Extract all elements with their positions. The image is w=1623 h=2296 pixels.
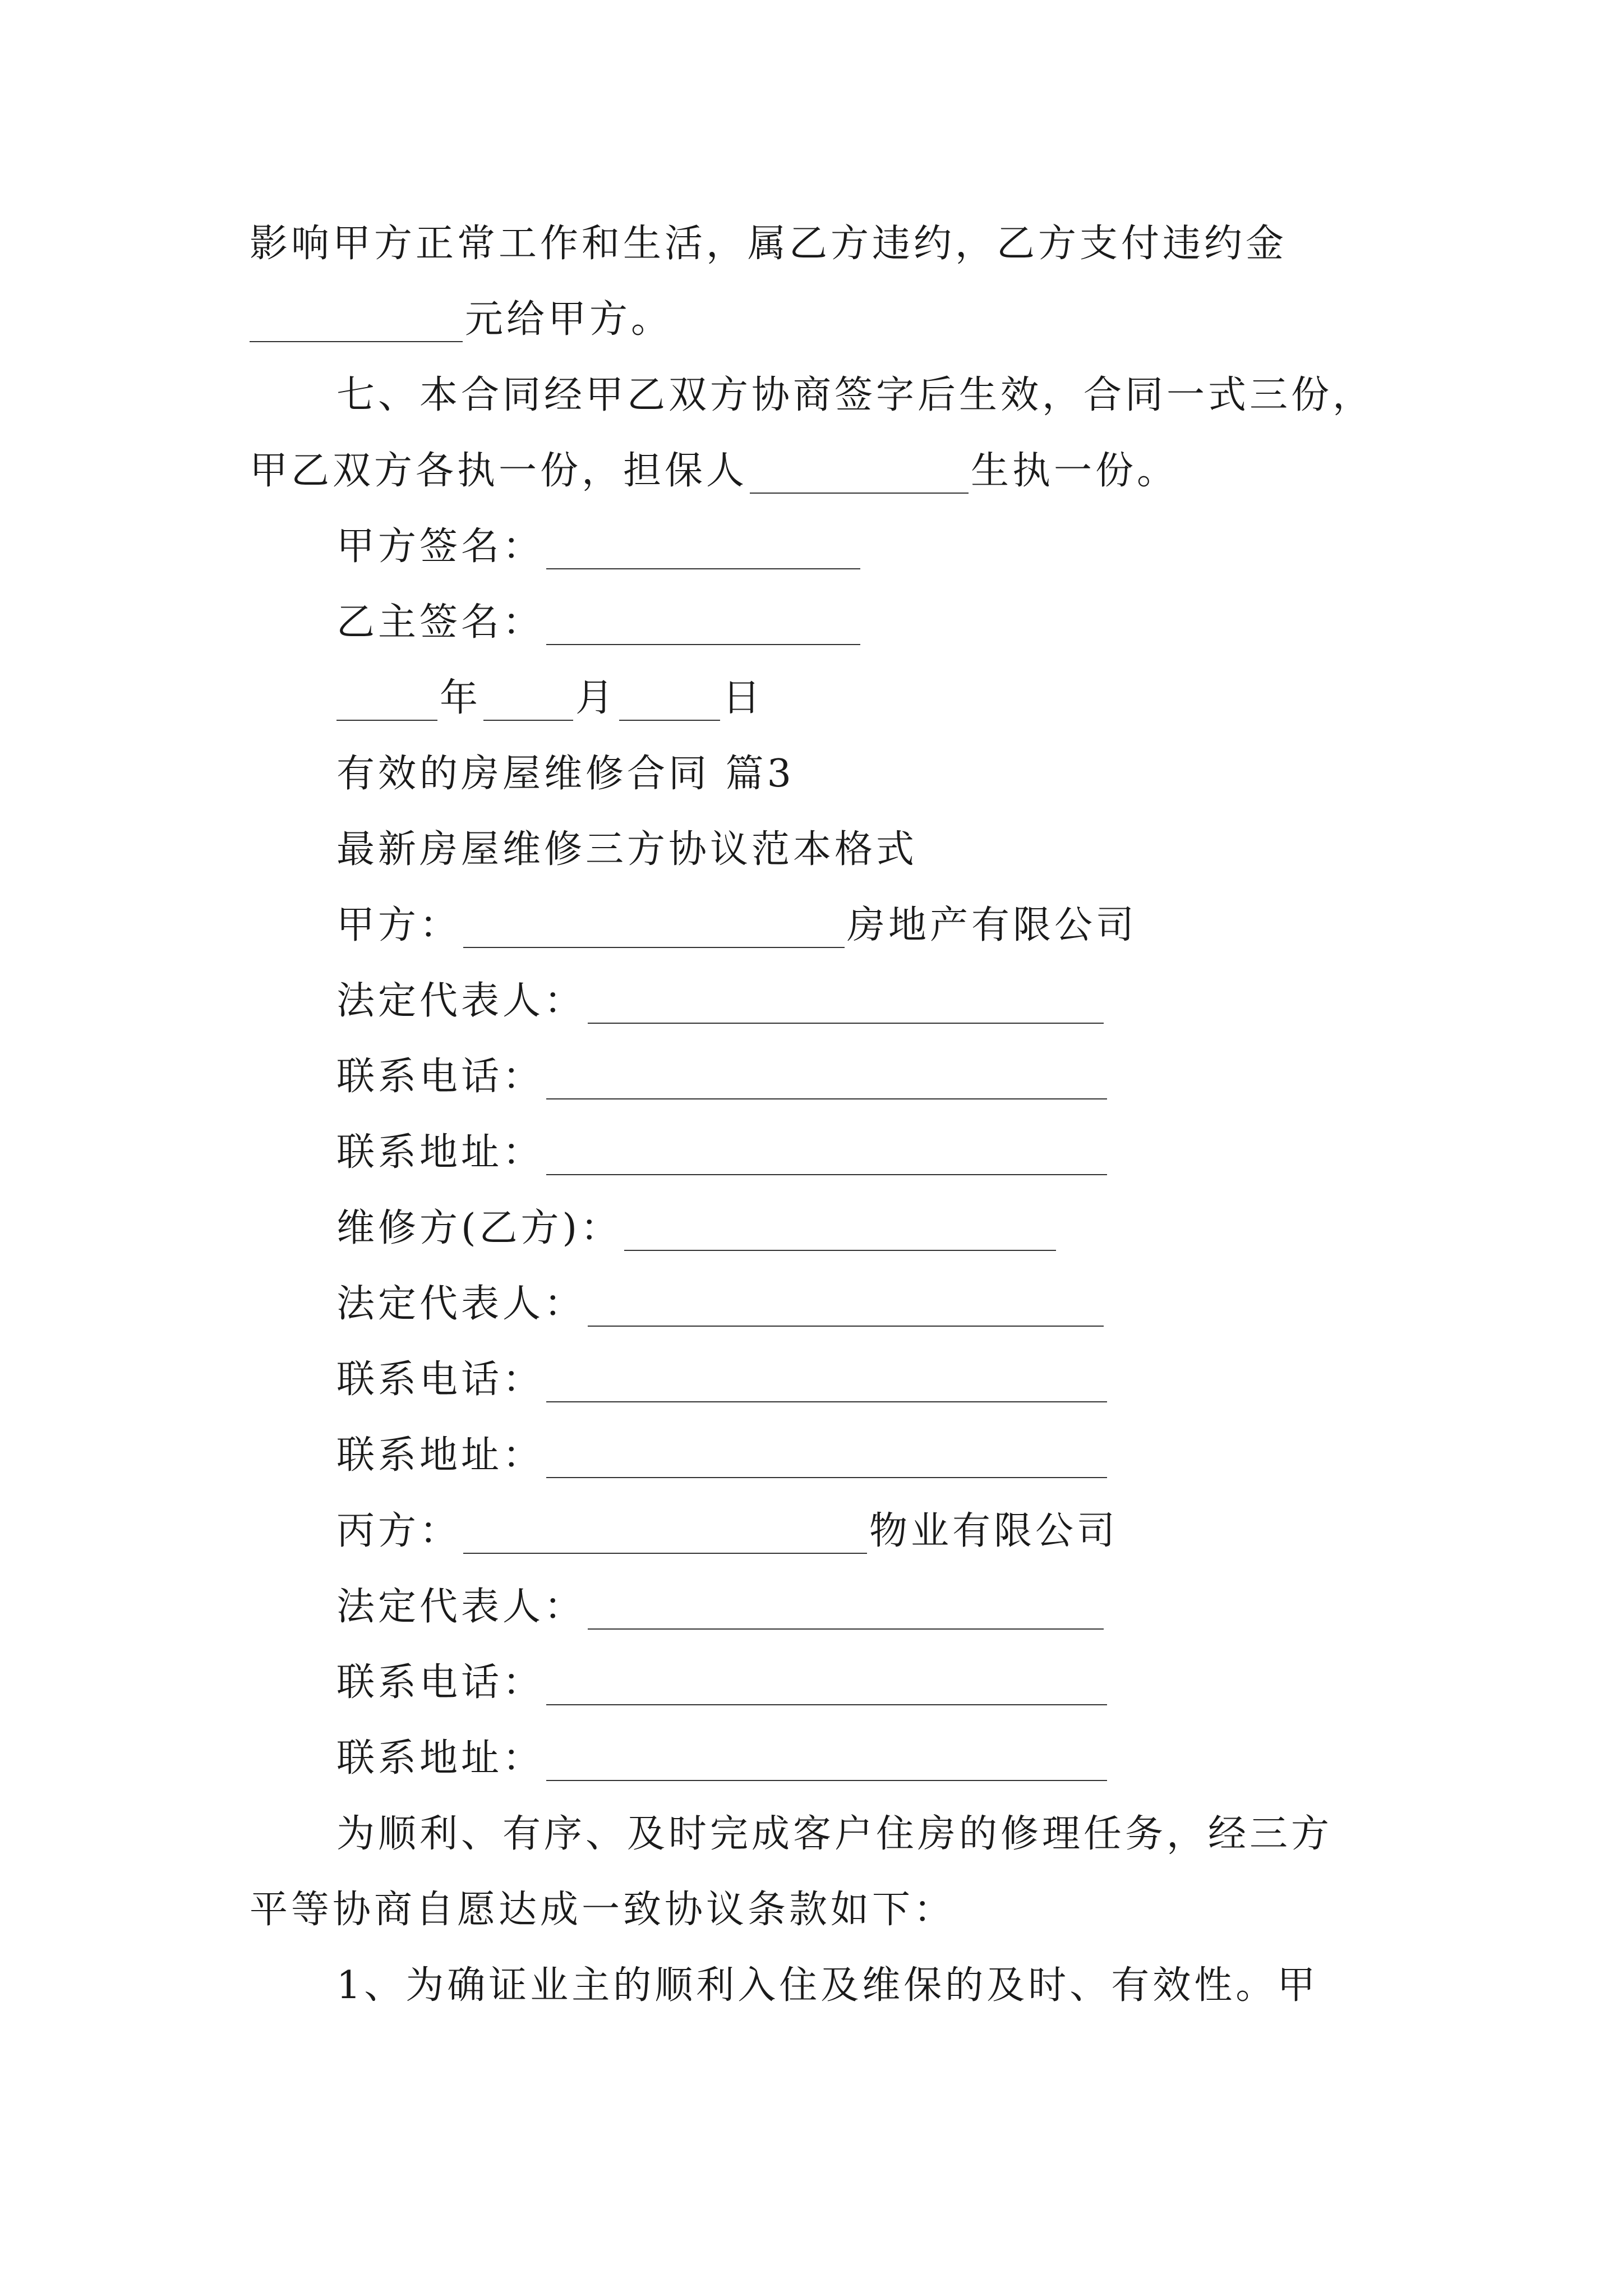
field-label: 维修方(乙方)： [336, 1206, 623, 1250]
clause-seven-text: 七、本合同经甲乙双方协商签字后生效，合同一式三份， [336, 373, 1375, 417]
paragraph-text: 元给甲方。 [465, 297, 673, 342]
clause-one-text: 1、为确证业主的顺利入住及维保的及时、有效性。甲 [336, 1963, 1319, 2008]
signature-label: 甲方签名： [336, 524, 545, 569]
field-line [336, 1433, 1109, 1478]
field-label: 联系电话： [336, 1358, 545, 1402]
signature-blank[interactable] [546, 535, 860, 569]
signature-label: 乙主签名： [336, 600, 545, 645]
field-label: 联系地址： [336, 1433, 545, 1478]
year-blank[interactable] [336, 686, 437, 721]
paragraph-text: 平等协商自愿达成一致协议条款如下： [250, 1888, 956, 1932]
field-label: 法定代表人： [336, 1282, 586, 1326]
text-line [336, 373, 1374, 418]
text-line [336, 827, 917, 872]
fill-in-blank[interactable] [250, 307, 463, 342]
phone-blank[interactable] [546, 1368, 1107, 1402]
legal-rep-blank[interactable] [588, 1595, 1104, 1630]
signature-line-a [336, 524, 863, 569]
field-label: 联系地址： [336, 1130, 545, 1175]
field-line [336, 1736, 1109, 1781]
field-line [336, 1585, 1106, 1630]
guarantor-blank[interactable] [750, 459, 969, 494]
signature-blank[interactable] [546, 610, 860, 645]
phone-blank[interactable] [546, 1671, 1107, 1705]
paragraph-text: 为顺利、有序、及时完成客户住房的修理任务，经三方 [336, 1812, 1333, 1856]
field-line [336, 1282, 1106, 1327]
section-title: 有效的房屋维修合同 篇3 [336, 752, 795, 796]
address-blank[interactable] [546, 1746, 1107, 1781]
paragraph-text: 影响甲方正常工作和生活，属乙方违约，乙方支付违约金 [250, 222, 1288, 266]
text-line [336, 1963, 1318, 2008]
text-line [250, 1888, 955, 1932]
field-label: 丙方： [336, 1509, 462, 1553]
field-label: 法定代表人： [336, 1585, 586, 1629]
text-line [336, 1812, 1332, 1857]
day-blank[interactable] [619, 686, 720, 721]
text-line [250, 297, 672, 342]
party-a-name-blank[interactable] [463, 913, 845, 948]
field-line [336, 1660, 1109, 1705]
date-line [336, 676, 764, 721]
field-label: 联系电话： [336, 1660, 545, 1705]
party-c-suffix: 物业有限公司 [869, 1509, 1119, 1553]
field-line [336, 1055, 1109, 1099]
year-label: 年 [440, 676, 482, 720]
month-blank[interactable] [483, 686, 573, 721]
phone-blank[interactable] [546, 1065, 1107, 1099]
field-line [336, 1130, 1109, 1175]
address-blank[interactable] [546, 1443, 1107, 1478]
address-blank[interactable] [546, 1140, 1107, 1175]
party-a-suffix: 房地产有限公司 [847, 903, 1138, 947]
field-label: 甲方： [336, 903, 462, 947]
field-line [336, 1358, 1109, 1402]
field-label: 联系地址： [336, 1736, 545, 1780]
party-a-line [336, 903, 1137, 948]
text-line [336, 752, 795, 797]
document-subtitle: 最新房屋维修三方协议范本格式 [336, 827, 918, 872]
legal-rep-blank[interactable] [588, 1292, 1104, 1327]
month-label: 月 [575, 676, 617, 720]
text-line [250, 449, 1178, 494]
party-b-line [336, 1206, 1058, 1251]
field-label: 联系电话： [336, 1055, 545, 1099]
paragraph-text: 生执一份。 [971, 449, 1179, 493]
signature-line-b [336, 600, 863, 645]
party-b-name-blank[interactable] [624, 1216, 1056, 1251]
party-c-line [336, 1509, 1118, 1554]
party-c-name-blank[interactable] [463, 1519, 867, 1554]
legal-rep-blank[interactable] [588, 989, 1104, 1024]
field-label: 法定代表人： [336, 979, 586, 1023]
paragraph-text: 甲乙双方各执一份，担保人 [250, 449, 748, 493]
day-label: 日 [722, 676, 764, 720]
field-line [336, 979, 1106, 1024]
text-line [250, 222, 1287, 266]
